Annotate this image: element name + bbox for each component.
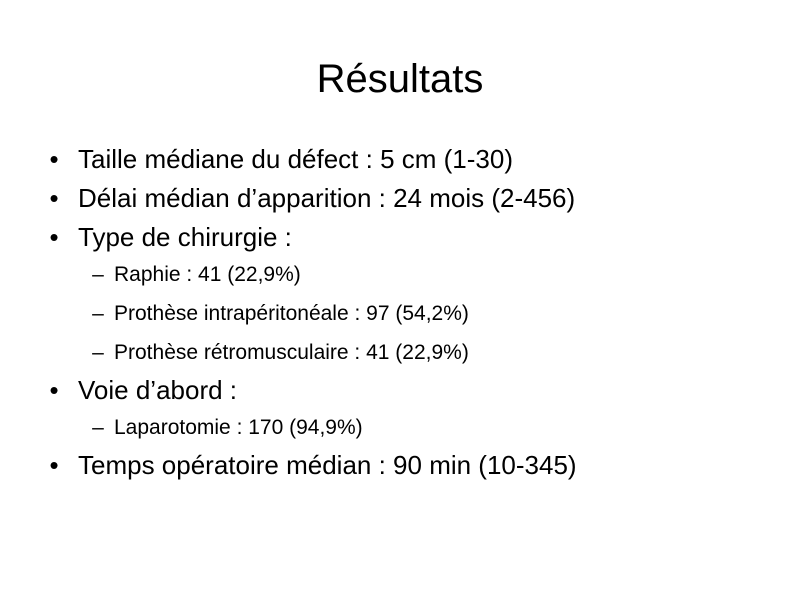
- slide-title: Résultats: [316, 57, 484, 101]
- sub-item-text: Prothèse rétromusculaire : 41 (22,9%): [114, 341, 469, 364]
- sub-item-laparotomie: [44, 414, 764, 441]
- bullet-text: Voie d’abord :: [78, 375, 238, 405]
- dash-icon: –: [92, 416, 104, 439]
- dash-icon: –: [92, 341, 104, 364]
- sub-item-text: Raphie : 41 (22,9%): [114, 263, 301, 286]
- bullet-icon: •: [49, 144, 59, 174]
- bullet-text: Temps opératoire médian : 90 min (10-345): [78, 450, 577, 480]
- sub-item-prothese-intraperitoneale: [44, 300, 764, 327]
- bullet-icon: •: [49, 183, 59, 213]
- sub-item-text: Prothèse intrapéritonéale : 97 (54,2%): [114, 302, 469, 325]
- bullet-item-temps-operatoire: [44, 449, 764, 482]
- bullet-text: Taille médiane du défect : 5 cm (1-30): [78, 144, 513, 174]
- bullet-text: Type de chirurgie :: [78, 222, 292, 252]
- dash-icon: –: [92, 263, 104, 286]
- sub-item-text: Laparotomie : 170 (94,9%): [114, 416, 363, 439]
- bullet-item-delai: [44, 182, 764, 215]
- sub-item-raphie: [44, 261, 764, 288]
- bullet-item-voie-abord: [44, 374, 764, 407]
- bullet-text: Délai médian d’apparition : 24 mois (2-456): [78, 183, 576, 213]
- bullet-icon: •: [49, 375, 59, 405]
- bullet-icon: •: [49, 450, 59, 480]
- bullet-list: [44, 143, 764, 482]
- bullet-icon: •: [49, 222, 59, 252]
- dash-icon: –: [92, 302, 104, 325]
- bullet-item-taille: [44, 143, 764, 176]
- bullet-item-type-chirurgie: [44, 221, 764, 254]
- sub-item-prothese-retromusculaire: [44, 339, 764, 366]
